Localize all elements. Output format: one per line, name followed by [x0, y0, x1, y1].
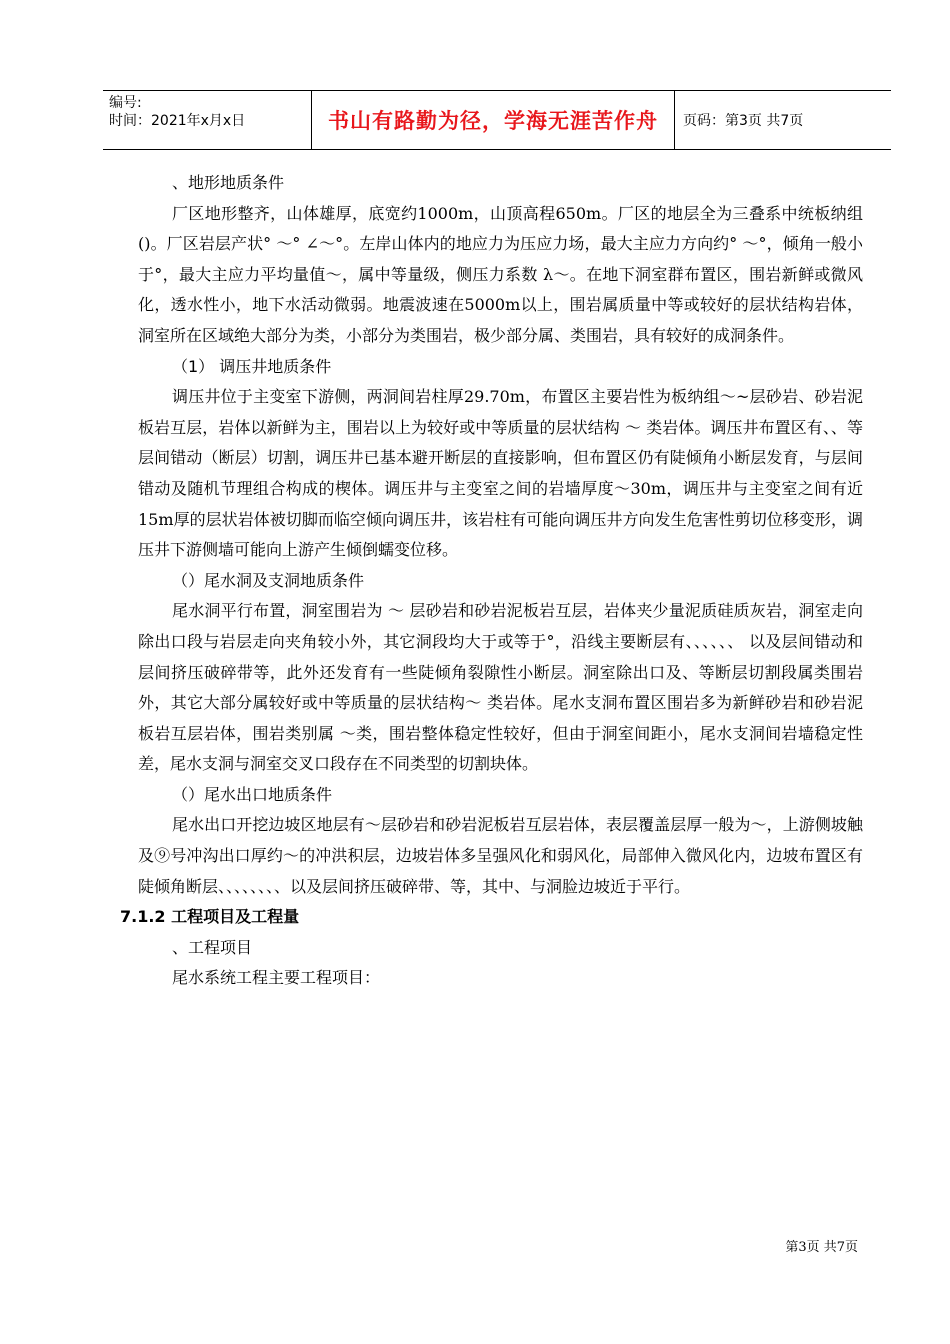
heading-tailrace-tunnel: （）尾水洞及支洞地质条件	[172, 570, 365, 590]
footer-page-number: 第3页 共7页	[785, 1240, 858, 1255]
paragraph-project-items: 尾水系统工程主要工程项目：	[172, 968, 381, 988]
paragraph-tailrace-tunnel: 尾水洞平行布置，洞室围岩为 ～ 层砂岩和砂岩泥板岩互层，岩体夹少量泥质硅质灰岩，洞室走向除出口段与岩层走向夹角较小外，其它洞段均大于或等于°，沿线主要断层有、、、、、、 以及层间错动和层间挤压破碎带等，此外还发育有一些陡倾角裂隙性小断层。洞室除出口及、等断层切割段属类围岩外，其它大部分属较好或中等质量的层状结构～ 类岩体。尾水支洞布置区围岩多为新鲜砂岩和砂岩泥板岩互层岩体，围岩类别属 ～类，围岩整体稳定性较好，但由于洞室间距小，尾水支洞间岩墙稳定性差，尾水支洞与洞室交叉口段存在不同类型的切割块体。	[138, 601, 863, 774]
header-page-number: 页码：第3页 共7页	[683, 113, 804, 129]
page-header	[103, 90, 891, 150]
document-number-label: 编号:	[109, 95, 142, 111]
heading-tailrace-outlet: （）尾水出口地质条件	[172, 784, 333, 804]
header-motto: 书山有路勤为径，学海无涯苦作舟	[311, 91, 675, 149]
paragraph-tailrace-outlet: 尾水出口开挖边坡区地层有～层砂岩和砂岩泥板岩互层岩体，表层覆盖层厚一般为～，上游侧坡触及⑨号冲沟出口厚约～的冲洪积层，边坡岩体多呈强风化和弱风化，局部伸入微风化内，边坡布置区有陡倾角断层、、、、、、、、以及层间挤压破碎带、等，其中、与洞脸边坡近于平行。	[138, 815, 863, 896]
section-heading-7-1-2: 7.1.2 工程项目及工程量	[120, 907, 300, 927]
heading-project-items: 、工程项目	[172, 937, 253, 957]
document-body	[120, 168, 863, 994]
header-meta	[103, 91, 311, 149]
heading-surge-shaft: （1） 调压井地质条件	[172, 356, 332, 376]
paragraph-terrain-geology: 厂区地形整齐，山体雄厚，底宽约1000m，山顶高程650m。厂区的地层全为三叠系中统板纳组()。厂区岩层产状° ～° ∠～°。左岸山体内的地应力为压应力场，最大主应力方向约° ～°，倾角一般小于°，最大主应力平均量值～，属中等量级，侧压力系数 λ～。在地下洞室群布置区，围岩新鲜或微风化，透水性小，地下水活动微弱。地震波速在5000m以上，围岩属质量中等或较好的层状结构岩体，洞室所在区域绝大部分为类，小部分为类围岩，极少部分属、类围岩，具有较好的成洞条件。	[138, 203, 863, 345]
paragraph-surge-shaft: 调压井位于主变室下游侧，两洞间岩柱厚29.70m，布置区主要岩性为板纳组～~层砂岩、砂岩泥板岩互层，岩体以新鲜为主，围岩以上为较好或中等质量的层状结构 ～ 类岩体。调压井布置区有、、等层间错动（断层）切割，调压井已基本避开断层的直接影响，但布置区仍有陡倾角小断层发育，与层间错动及随机节理组合构成的楔体。调压井与主变室之间的岩墙厚度～30m，调压井与主变室之间有近15m厚的层状岩体被切脚而临空倾向调压井，该岩柱有可能向调压井方向发生危害性剪切位移变形，调压井下游侧墙可能向上游产生倾倒蠕变位移。	[138, 387, 863, 560]
heading-terrain-geology: 、地形地质条件	[172, 173, 285, 192]
document-time-label: 时间：2021年x月x日	[109, 113, 246, 129]
